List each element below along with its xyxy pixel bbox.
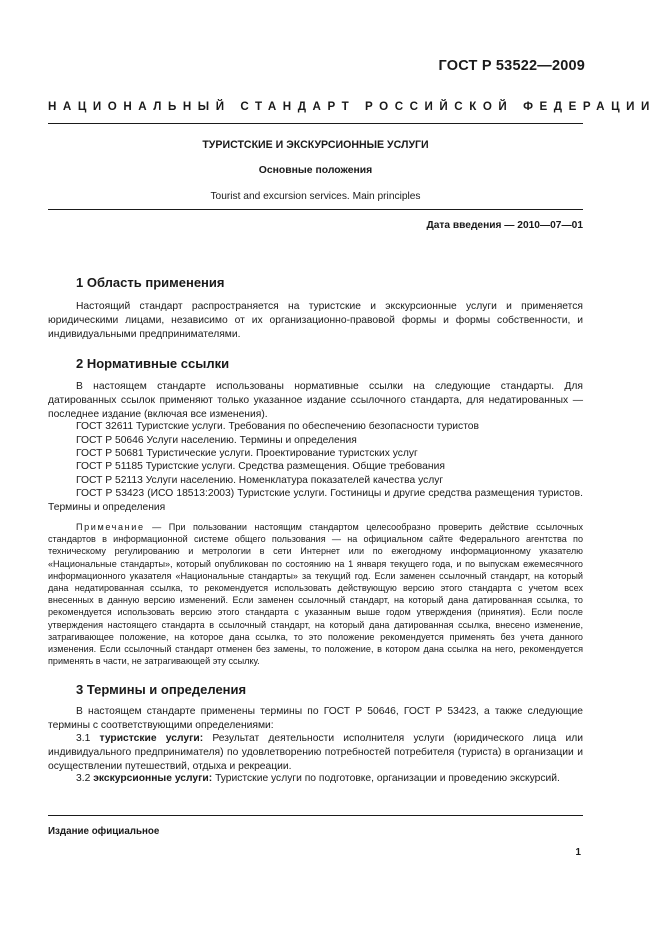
document-title: ТУРИСТСКИЕ И ЭКСКУРСИОННЫЕ УСЛУГИ [202,139,429,151]
section-3-heading: 3 Термины и определения [76,682,247,697]
term-definition [48,732,583,774]
reference-item: ГОСТ Р 51185 Туристские услуги. Средства размещения. Общие требования [76,461,445,472]
term-number: 3.2 [76,773,94,784]
effective-date: Дата введения — 2010—07—01 [426,220,583,231]
reference-item: ГОСТ Р 50681 Туристические услуги. Проектирование туристских услуг [76,448,418,459]
edition-label: Издание официальное [48,826,160,837]
section-1-text: Настоящий стандарт распространяется на туристские и экскурсионные услуги и применяется юридическими лицами, независимо от их организационно-правовой формы и формы собственности, и индивидуальными предпринимателями. [48,301,583,340]
section-2-intro: В настоящем стандарте использованы нормативные ссылки на следующие стандарты. Для датированных ссылок применяют только указанное издание ссылочного стандарта, для недатированных — последнее издание (включая все изменения). [48,381,583,420]
section-3-intro: В настоящем стандарте применены термины по ГОСТ Р 50646, ГОСТ Р 53423, а также следующие термины с соответствующими определениями: [48,706,583,731]
term-text: Результат деятельности исполнителя услуги (юридического лица или индивидуального предпринимателя) по удовлетворению потребностей потребителя (туриста) в организации и осуществлении путешествий, отдыха и рекреации. [48,733,583,772]
term-definition [48,772,583,786]
section-1-heading: 1 Область применения [76,275,225,290]
national-standard-title: НАЦИОНАЛЬНЫЙ СТАНДАРТ РОССИЙСКОЙ ФЕДЕРАЦИИ [48,100,656,113]
reference-item: ГОСТ 32611 Туристские услуги. Требования по обеспечению безопасности туристов [76,421,480,432]
reference-item: ГОСТ Р 50646 Услуги населению. Термины и определения [76,435,357,446]
reference-item: ГОСТ Р 52113 Услуги населению. Номенклатура показателей качества услуг [76,475,444,486]
english-title: Tourist and excursion services. Main principles [210,191,421,202]
term-name: экскурсионные услуги: [93,773,213,784]
page-number: 1 [575,847,581,858]
footer-rule [48,815,583,816]
standard-number: ГОСТ Р 53522—2009 [438,58,585,74]
term-text: Туристские услуги по подготовке, организации и проведению экскурсий. [212,773,560,784]
note-text: — При пользовании настоящим стандартом целесообразно проверить действие ссылочных стандартов в информационной системе общего пользования — на официальном сайте Федерального агентства по техническому регулированию и метрологии в сети Интернет или по ежегодному информационному указателю «Национальные стандарты», который опубликован по состоянию на 1 января текущего года, и по выпускам ежемесячного информационного указателя «Национальные стандарты» за текущий год. Если заменен ссылочный стандарт, на который дана недатированная ссылка, то рекомендуется использовать действующую версию этого стандарта с учетом всех внесенных в данную версию изменений. Если заменен ссылочный стандарт, на который дана датированная ссылка, то рекомендуется использовать версию этого стандарта с указанным выше годом утверждения (принятия). Если после утверждения настоящего стандарта в ссылочный стандарт, на который дана датированная ссылка, внесено изменение, затрагивающее положение, на которое дана ссылка, то это положение рекомендуется применять без учета данного изменения. Если ссылочный стандарт отменен без замены, то положение, в котором дана ссылка на него, рекомендуется применять в части, не затрагивающей эту ссылку. [48,522,583,667]
note-label: Примечание [76,522,145,532]
reference-item-last: ГОСТ Р 53423 (ИСО 18513:2003) Туристские услуги. Гостиницы и другие средства размещения туристов. Термины и определения [48,488,583,513]
header-rule [48,123,583,124]
section-2-heading: 2 Нормативные ссылки [76,356,230,371]
document-subtitle: Основные положения [258,165,373,176]
term-number: 3.1 [76,733,100,744]
title-rule [48,209,583,210]
reference-note [48,521,583,667]
term-name: туристские услуги: [99,733,204,744]
